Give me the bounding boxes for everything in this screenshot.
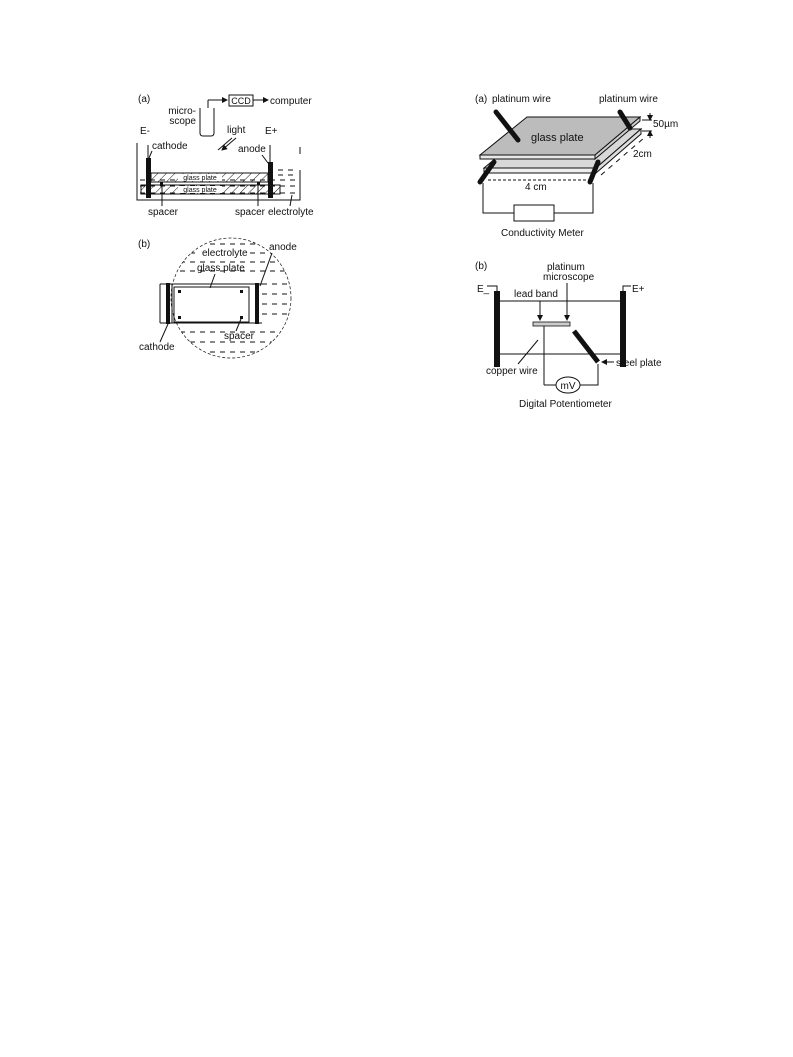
- light-arrow-icon: [218, 138, 236, 150]
- right-b-panel-label: (b): [475, 261, 488, 272]
- platinum-wire-left-label: platinum wire: [492, 94, 551, 105]
- top-view-spacer-label: spacer: [224, 331, 255, 342]
- top-view-spacer-4: [240, 316, 243, 319]
- steel-plate: [574, 331, 598, 362]
- anode-plate: [620, 291, 626, 367]
- copper-wire-label: copper wire: [486, 366, 538, 377]
- top-view-cathode-leader: [160, 324, 168, 342]
- lead-band: [533, 322, 570, 326]
- left-panel-b: [138, 238, 300, 358]
- platinum-wire-right-label: platinum wire: [599, 94, 658, 105]
- thickness-indicator: [642, 113, 652, 138]
- e-plus-terminal: [623, 286, 631, 291]
- lead-band-label: lead band: [514, 289, 558, 300]
- width-label: 2cm: [633, 149, 652, 160]
- glass-plate-lower-edge: [484, 168, 596, 173]
- microscope-icon: [200, 108, 214, 136]
- e-plus-label-b: E+: [632, 284, 645, 295]
- meter-wire-left: [483, 183, 514, 213]
- left-panel-a: [137, 94, 314, 218]
- copper-wire-leader: [518, 340, 538, 364]
- right-a-panel-label: (a): [475, 94, 488, 105]
- top-view-spacer-2: [178, 316, 181, 319]
- top-view-glass-plate: [174, 287, 249, 322]
- ccd-label: CCD: [231, 96, 251, 106]
- top-view-cathode-label: cathode: [139, 342, 175, 353]
- glass-plate-top-label: glass plate: [183, 175, 217, 182]
- anode-leader-line: [262, 155, 268, 163]
- cathode-label: cathode: [152, 141, 188, 152]
- top-view-glass-plate-label: glass plate: [197, 263, 245, 274]
- glass-plate-bottom-label: glass plate: [183, 187, 217, 194]
- top-view-spacer-leader: [236, 319, 241, 331]
- conductivity-meter-box: [514, 205, 554, 221]
- top-view-anode-label: anode: [269, 242, 297, 253]
- spacer-right-label: spacer: [235, 207, 266, 218]
- microscope-label-line1: micro-: [168, 106, 196, 117]
- top-view-glass-leader: [210, 274, 215, 288]
- cathode-leader-line: [149, 151, 152, 158]
- glass-plate-upper-edge: [480, 155, 595, 159]
- meter-wire-right: [554, 183, 593, 213]
- cell-box: [496, 301, 624, 354]
- platinum-label: platinum: [547, 262, 585, 273]
- glass-plate-label: glass plate: [531, 132, 584, 144]
- top-view-anode: [255, 283, 259, 324]
- spacer-left-label: spacer: [148, 207, 179, 218]
- top-view-cathode: [166, 283, 170, 324]
- potentiometer-label: Digital Potentiometer: [519, 399, 612, 410]
- right-panel-b: [475, 261, 662, 410]
- mv-label: mV: [560, 381, 576, 392]
- left-b-panel-label: (b): [138, 239, 151, 250]
- anode-label: anode: [238, 144, 266, 155]
- cathode-plate: [494, 291, 500, 367]
- top-view-spacer-3: [240, 290, 243, 293]
- microscope-label-line2: scope: [169, 116, 196, 127]
- length-label: 4 cm: [525, 182, 547, 193]
- top-view-spacer-1: [178, 290, 181, 293]
- conductivity-meter-label: Conductivity Meter: [501, 228, 584, 239]
- e-minus-label-b: E_: [477, 284, 490, 295]
- top-view-anode-leader: [260, 253, 272, 286]
- right-panel-a: [475, 94, 678, 239]
- microscope-label: microscope: [543, 272, 595, 283]
- light-label: light: [227, 125, 246, 136]
- computer-label: computer: [270, 96, 312, 107]
- e-plus-label: E+: [265, 126, 278, 137]
- top-view-electrolyte-label: electrolyte: [202, 248, 248, 259]
- left-a-panel-label: (a): [138, 94, 151, 105]
- e-minus-label: E-: [140, 126, 150, 137]
- mv-wire-right: [580, 364, 598, 385]
- electrolyte-label: electrolyte: [268, 207, 314, 218]
- steel-plate-label: steel plate: [616, 358, 662, 369]
- thickness-label: 50µm: [653, 119, 679, 130]
